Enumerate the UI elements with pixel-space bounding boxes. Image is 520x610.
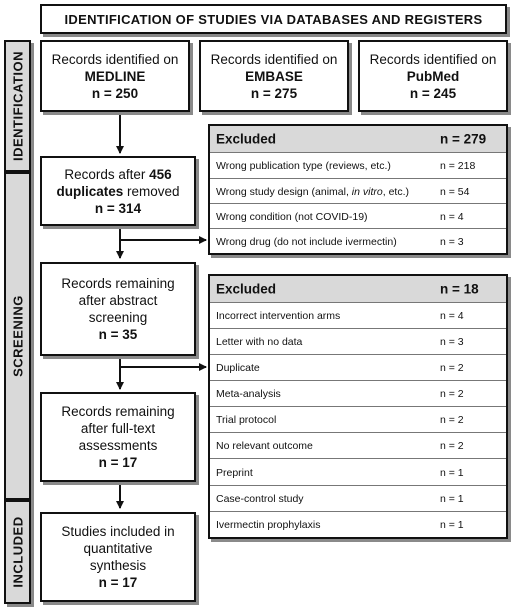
exclusion-reason	[216, 186, 409, 198]
table-row	[210, 380, 506, 407]
table-row	[210, 458, 506, 486]
fulltext-text-1: Records remaining	[61, 404, 175, 419]
exclusion-count: n = 1	[440, 519, 464, 531]
source-pubmed-caption: Records identified on	[369, 51, 497, 67]
phase-identification-label: IDENTIFICATION	[10, 50, 25, 162]
abstract-count: n = 35	[98, 327, 138, 342]
exclusion-count: n = 218	[440, 160, 476, 172]
phase-screening-label: SCREENING	[10, 295, 25, 377]
table-row	[210, 511, 506, 538]
exclusion-count: n = 54	[440, 185, 470, 198]
exclusion-count: n = 4	[440, 310, 464, 322]
excluded-1-label: Excluded	[216, 131, 277, 147]
excluded-1-total: n = 279	[440, 131, 487, 147]
table-row	[210, 152, 506, 179]
exclusion-count: n = 1	[440, 493, 464, 505]
source-pubmed-count: n = 245	[409, 85, 457, 101]
included-text-1: Studies included in	[61, 524, 175, 539]
exclusion-count: n = 2	[440, 440, 464, 452]
exclusion-reason: Case-control study	[216, 493, 304, 505]
source-medline-count: n = 250	[91, 85, 139, 101]
source-embase	[199, 40, 349, 112]
studies-included	[40, 512, 196, 602]
source-pubmed	[358, 40, 508, 112]
exclusion-reason: Ivermectin prophylaxis	[216, 519, 321, 531]
exclusion-count: n = 3	[440, 336, 464, 348]
table-row	[210, 406, 506, 433]
excluded-table-1-header	[210, 126, 506, 152]
abstract-text-3: screening	[88, 310, 148, 325]
exclusion-reason: Preprint	[216, 466, 253, 479]
excluded-2-label: Excluded	[216, 281, 277, 297]
dedup-count: n = 314	[94, 200, 142, 216]
source-medline-caption: Records identified on	[51, 51, 179, 67]
exclusion-reason: Letter with no data	[216, 336, 303, 348]
exclusion-reason-part: Wrong study design (animal,	[216, 185, 352, 198]
source-embase-name: EMBASE	[245, 68, 303, 84]
abstract-text-1: Records remaining	[61, 276, 175, 291]
fulltext-text-2: after full-text	[80, 421, 156, 436]
exclusion-reason-part: , etc.)	[382, 185, 409, 198]
included-text-3: synthesis	[89, 558, 147, 573]
source-medline	[40, 40, 190, 112]
exclusion-reason: Duplicate	[216, 362, 260, 374]
table-row	[210, 432, 506, 459]
source-embase-caption: Records identified on	[210, 51, 338, 67]
records-after-duplicates	[40, 156, 196, 226]
exclusion-count: n = 2	[440, 414, 464, 426]
exclusion-reason: Trial protocol	[216, 414, 277, 426]
excluded-table-2	[208, 274, 508, 539]
table-row	[210, 485, 506, 512]
dedup-text-2: duplicates	[56, 183, 124, 199]
table-row	[210, 228, 506, 254]
exclusion-count: n = 3	[440, 235, 464, 248]
exclusion-reason: Wrong publication type (reviews, etc.)	[216, 160, 391, 172]
diagram-title-text: IDENTIFICATION OF STUDIES VIA DATABASES AND REGISTERS	[64, 11, 483, 27]
source-medline-name: MEDLINE	[84, 68, 146, 84]
exclusion-reason: Meta-analysis	[216, 388, 281, 400]
source-embase-count: n = 275	[250, 85, 298, 101]
records-after-abstract	[40, 262, 196, 356]
phase-screening	[4, 172, 31, 500]
exclusion-count: n = 2	[440, 362, 464, 374]
table-row	[210, 354, 506, 381]
fulltext-text-3: assessments	[78, 438, 158, 453]
exclusion-reason: Incorrect intervention arms	[216, 310, 341, 322]
dedup-text-3: removed	[123, 183, 180, 199]
excluded-table-1	[208, 124, 508, 255]
included-count: n = 17	[98, 575, 138, 590]
exclusion-reason-italic: in vitro	[351, 185, 383, 198]
included-text-2: quantitative	[83, 541, 153, 556]
diagram-title	[40, 4, 507, 34]
exclusion-reason: Wrong condition (not COVID-19)	[216, 210, 368, 223]
table-row	[210, 302, 506, 329]
dedup-text-1: Records after	[64, 166, 150, 182]
table-row	[210, 328, 506, 355]
exclusion-count: n = 2	[440, 388, 464, 400]
exclusion-count: n = 1	[440, 466, 464, 479]
excluded-table-2-header	[210, 276, 506, 302]
source-pubmed-name: PubMed	[406, 68, 460, 84]
phase-included-label: INCLUDED	[10, 516, 25, 588]
abstract-text-2: after abstract	[78, 293, 158, 308]
table-row	[210, 178, 506, 204]
exclusion-reason: No relevant outcome	[216, 440, 313, 452]
phase-included	[4, 500, 31, 604]
table-row	[210, 203, 506, 229]
excluded-2-total: n = 18	[440, 281, 479, 297]
fulltext-count: n = 17	[98, 455, 138, 470]
exclusion-reason: Wrong drug (do not include ivermectin)	[216, 235, 397, 248]
dedup-duplicates-count: 456	[149, 166, 172, 182]
records-after-fulltext	[40, 392, 196, 482]
exclusion-count: n = 4	[440, 210, 464, 223]
phase-identification	[4, 40, 31, 172]
